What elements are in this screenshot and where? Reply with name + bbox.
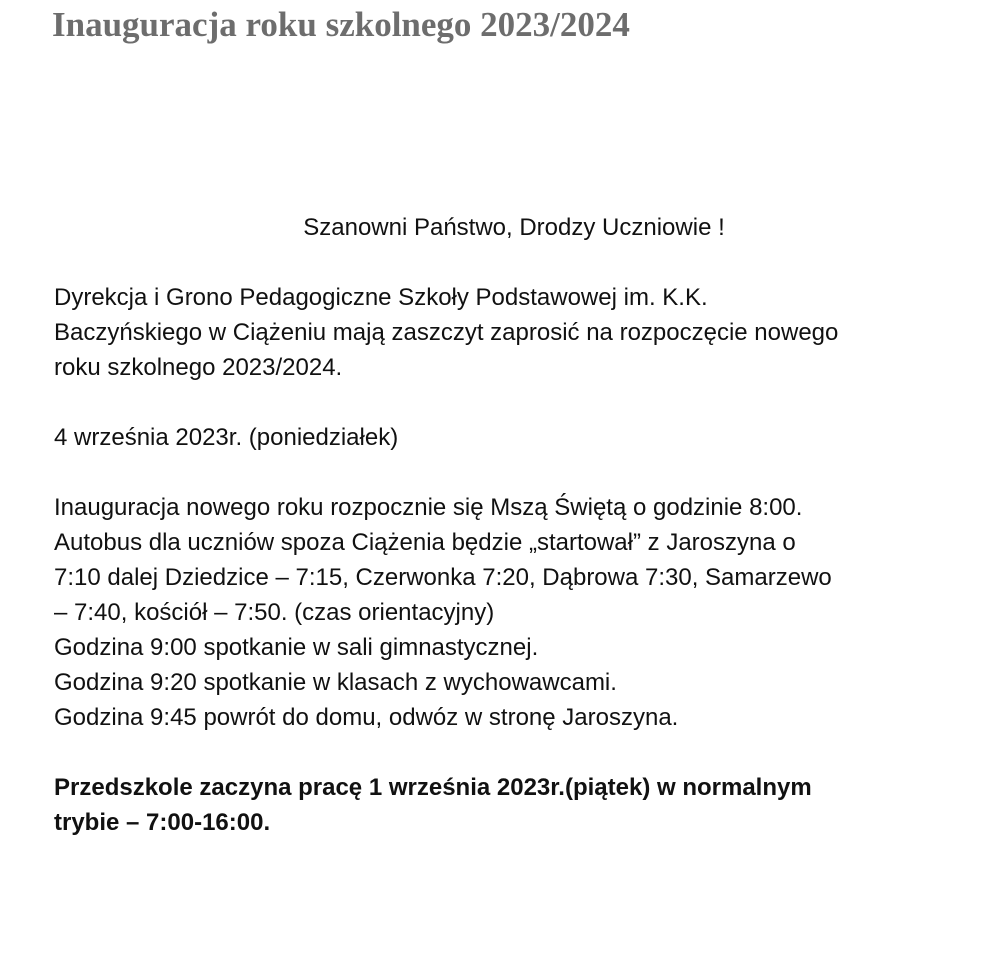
schedule-line: 7:10 dalej Dziedzice – 7:15, Czerwonka 7:20, Dąbrowa 7:30, Samarzewo [54,564,832,591]
greeting: Szanowni Państwo, Drodzy Uczniowie ! [303,214,725,241]
schedule-line: Godzina 9:20 spotkanie w klasach z wychowawcami. [54,669,617,696]
invitation-paragraph [54,280,974,385]
schedule-line: Godzina 9:45 powrót do domu, odwóz w stronę Jaroszyna. [54,704,679,731]
preschool-notice-line: Przedszkole zaczyna pracę 1 września 2023r.(piątek) w normalnym [54,774,812,801]
schedule-line: Godzina 9:00 spotkanie w sali gimnastycznej. [54,634,539,661]
schedule-line: – 7:40, kościół – 7:50. (czas orientacyjny) [54,599,495,626]
schedule-paragraph [54,490,974,735]
preschool-notice [54,770,974,840]
schedule-line: Autobus dla uczniów spoza Ciążenia będzie „startował” z Jaroszyna o [54,529,796,556]
page-title: Inauguracja roku szkolnego 2023/2024 [52,5,630,44]
event-date: 4 września 2023r. (poniedziałek) [54,424,399,451]
invitation-line: Baczyńskiego w Ciążeniu mają zaszczyt zaprosić na rozpoczęcie nowego [54,319,839,346]
schedule-line: Inauguracja nowego roku rozpocznie się Mszą Świętą o godzinie 8:00. [54,494,803,521]
document-body [54,210,974,840]
preschool-notice-line: trybie – 7:00-16:00. [54,809,271,836]
invitation-line: Dyrekcja i Grono Pedagogiczne Szkoły Podstawowej im. K.K. [54,284,708,311]
invitation-line: roku szkolnego 2023/2024. [54,354,343,381]
